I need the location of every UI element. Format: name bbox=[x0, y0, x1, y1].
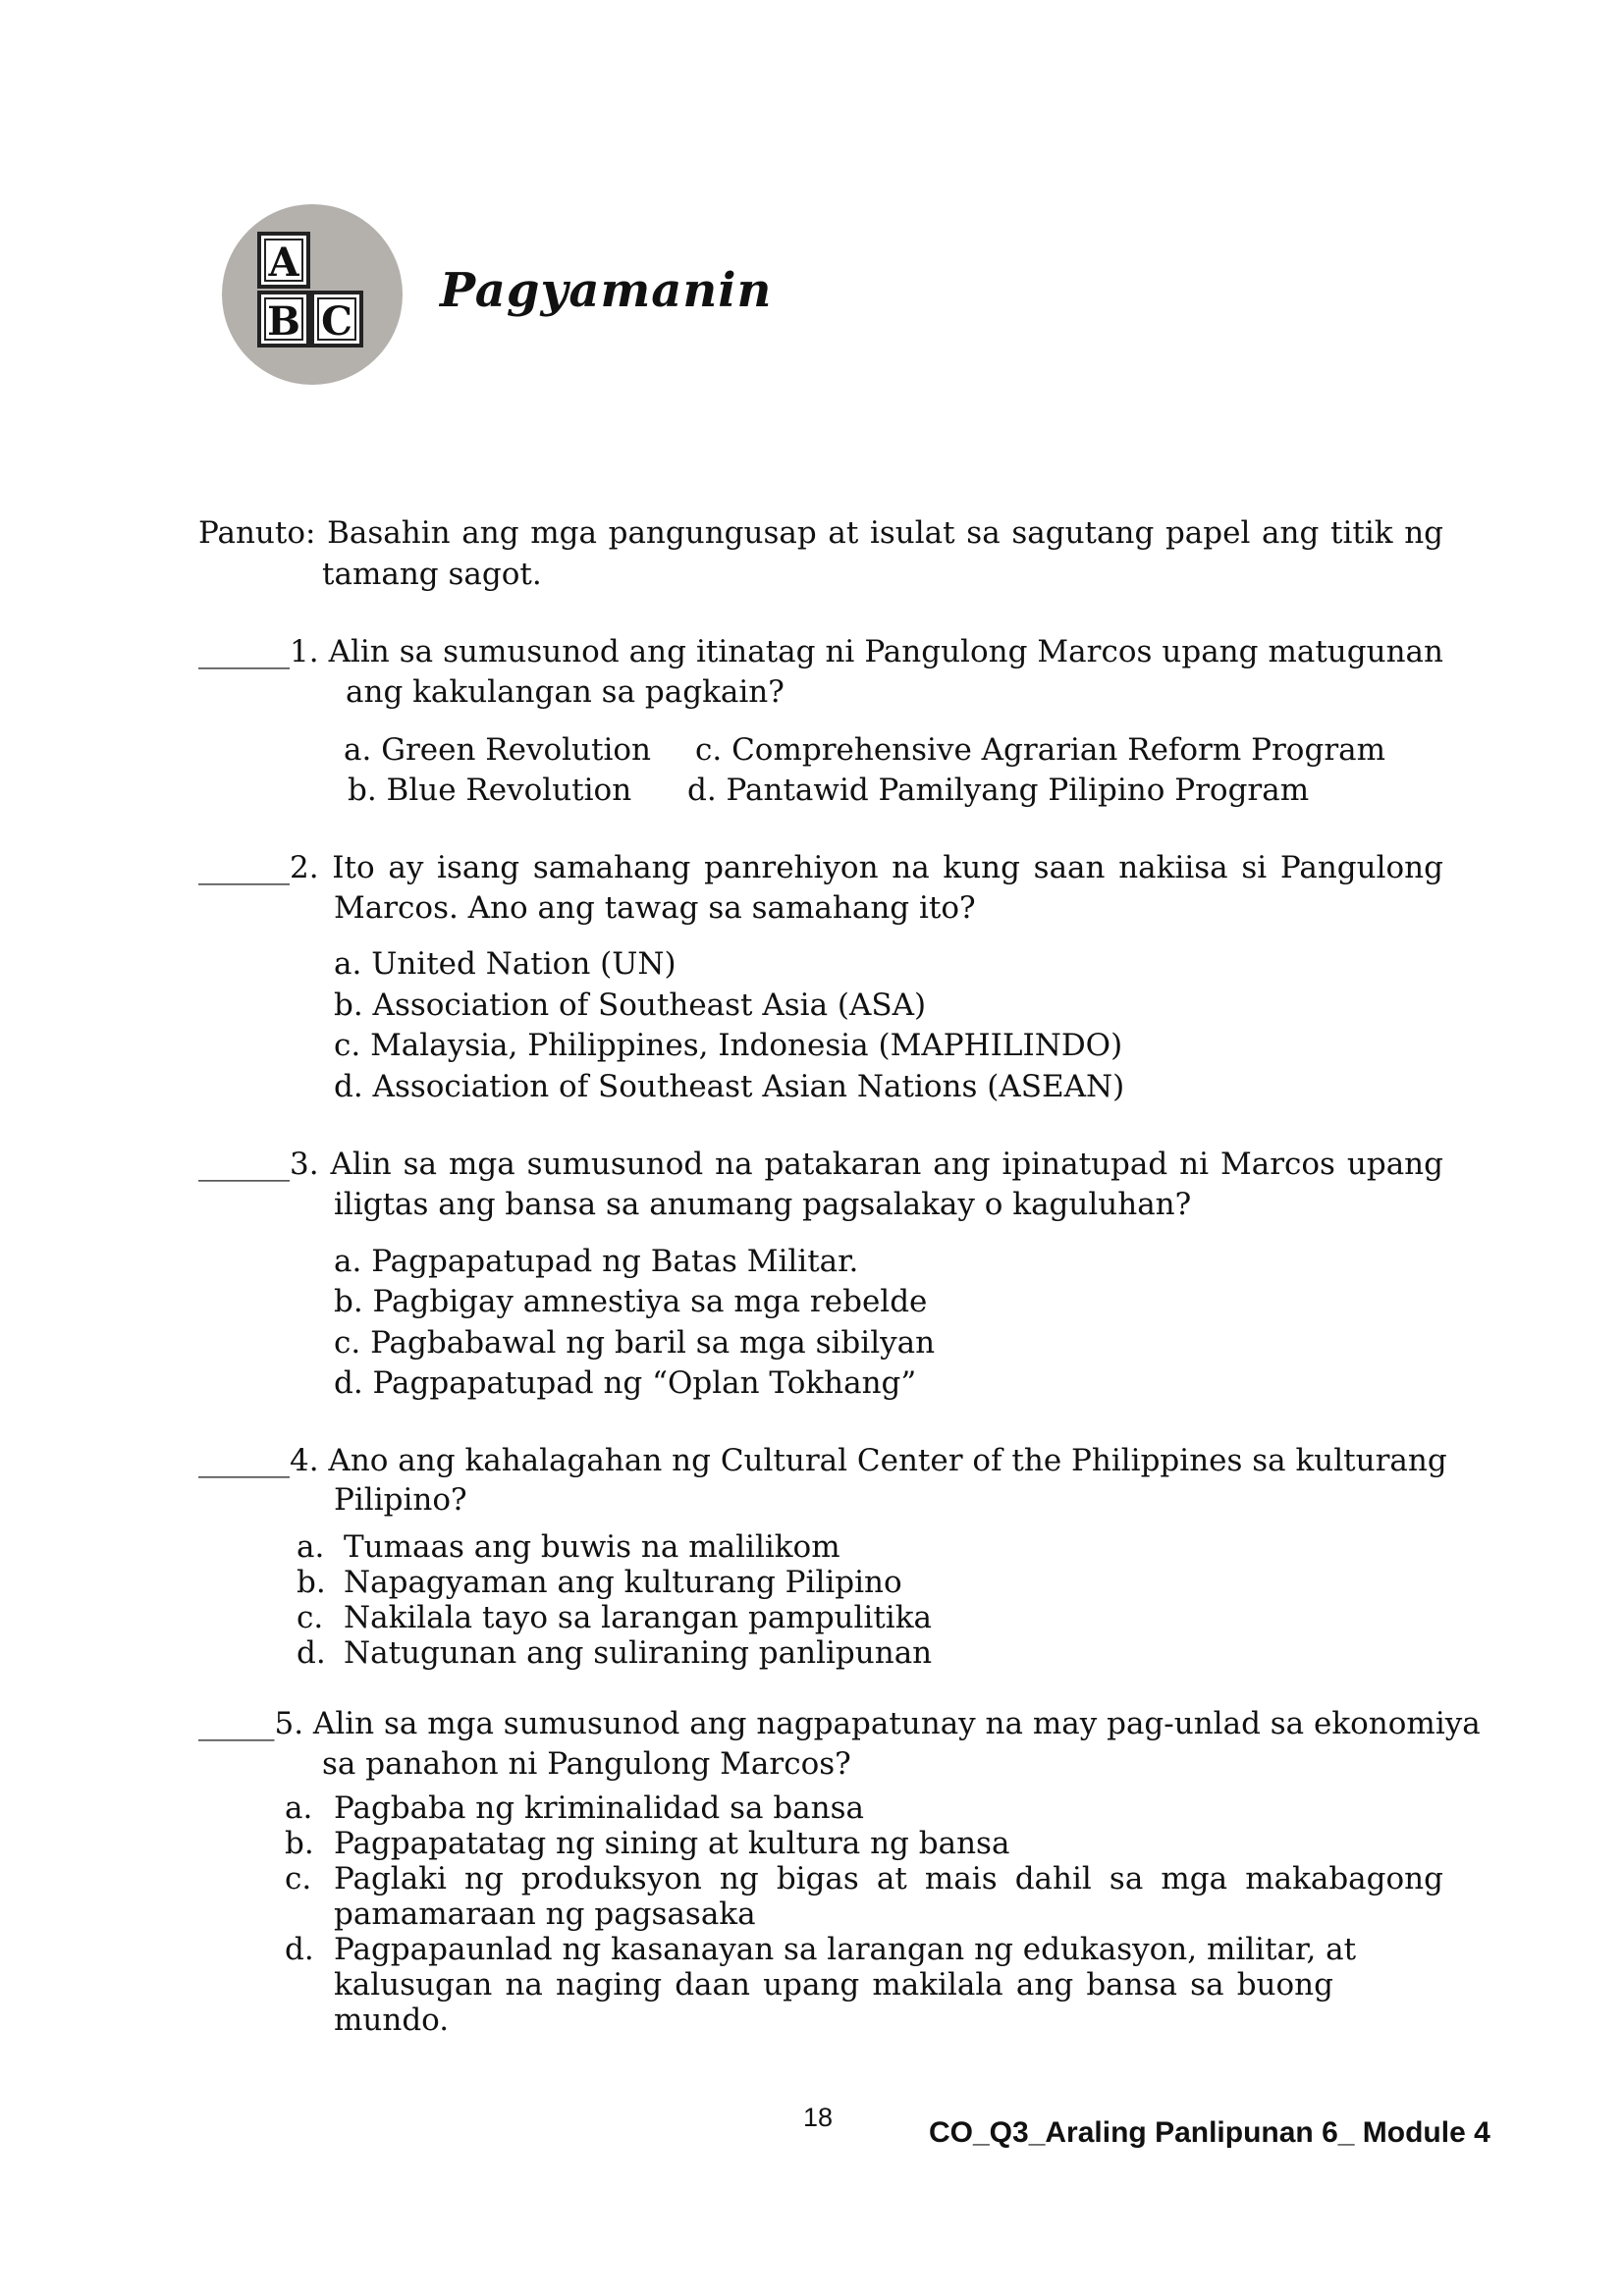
question-2-line-2: Marcos. Ano ang tawag sa samahang ito? bbox=[334, 890, 976, 926]
question-3-option-c: c. Pagbabawal ng baril sa mga sibilyan bbox=[334, 1325, 936, 1361]
question-2-option-a: a. United Nation (UN) bbox=[334, 946, 677, 982]
question-5-option-d-line-2: kalusugan na naging daan upang makilala ang bansa sa buong bbox=[334, 1967, 1333, 2002]
question-1-option-c: c. Comprehensive Agrarian Reform Program bbox=[695, 732, 1386, 768]
option-letter: c. bbox=[285, 1861, 312, 1896]
question-2-line-1: ______2. Ito ay isang samahang panrehiyon na kung saan nakiisa si Pangulong bbox=[198, 850, 1443, 885]
option-letter: a. bbox=[285, 1790, 313, 1826]
instructions-line-2: tamang sagot. bbox=[322, 557, 542, 592]
option-letter: d. bbox=[285, 1932, 314, 1967]
question-5-option-d-line-1: Pagpapaunlad ng kasanayan sa larangan ng edukasyon, militar, at bbox=[334, 1932, 1357, 1967]
logo-letter-c: C bbox=[321, 298, 352, 345]
question-4-line-1: ______4. Ano ang kahalagahan ng Cultural Center of the Philippines sa kulturang bbox=[198, 1443, 1447, 1478]
option-text: Pagbaba ng kriminalidad sa bansa bbox=[334, 1790, 865, 1826]
logo-letter-b: B bbox=[267, 298, 300, 345]
question-1-line-2: ang kakulangan sa pagkain? bbox=[346, 674, 785, 710]
question-5-line-1: _____5. Alin sa mga sumusunod ang nagpapatunay na may pag-unlad sa ekonomiya bbox=[198, 1706, 1481, 1741]
question-3-line-2: iligtas ang bansa sa anumang pagsalakay o kaguluhan? bbox=[334, 1187, 1192, 1222]
option-letter: b. bbox=[285, 1826, 314, 1861]
section-title: Pagyamanin bbox=[440, 263, 773, 318]
question-1-option-b: b. Blue Revolution bbox=[348, 773, 632, 808]
option-letter: b. bbox=[297, 1565, 326, 1600]
question-3-line-1: ______3. Alin sa mga sumusunod na patakaran ang ipinatupad ni Marcos upang bbox=[198, 1147, 1443, 1182]
option-text: Nakilala tayo sa larangan pampulitika bbox=[344, 1600, 932, 1635]
question-3-option-b: b. Pagbigay amnestiya sa mga rebelde bbox=[334, 1284, 928, 1319]
question-5-option-d-line-3: mundo. bbox=[334, 2002, 450, 2038]
block-b bbox=[259, 293, 308, 346]
option-letter: a. bbox=[297, 1529, 325, 1565]
option-letter: d. bbox=[297, 1635, 326, 1671]
question-5-option-c-line-1: Paglaki ng produksyon ng bigas at mais dahil sa mga makabagong bbox=[334, 1861, 1443, 1896]
block-c bbox=[312, 293, 361, 346]
question-3-option-d: d. Pagpapatupad ng “Oplan Tokhang” bbox=[334, 1365, 917, 1401]
question-1-line-1: ______1. Alin sa sumusunod ang itinatag ni Pangulong Marcos upang matugunan bbox=[198, 634, 1443, 669]
question-1-option-d: d. Pantawid Pamilyang Pilipino Program bbox=[687, 773, 1310, 808]
question-5-option-c-line-2: pamamaraan ng pagsasaka bbox=[334, 1896, 756, 1932]
question-4-line-2: Pilipino? bbox=[334, 1482, 467, 1518]
question-2-option-b: b. Association of Southeast Asia (ASA) bbox=[334, 988, 927, 1023]
option-text: Natugunan ang suliraning panlipunan bbox=[344, 1635, 933, 1671]
question-5-line-2: sa panahon ni Pangulong Marcos? bbox=[322, 1746, 851, 1782]
question-1-option-a: a. Green Revolution bbox=[344, 732, 652, 768]
option-text: Napagyaman ang kulturang Pilipino bbox=[344, 1565, 902, 1600]
block-a bbox=[259, 234, 308, 287]
option-text: Pagpapatatag ng sining at kultura ng bansa bbox=[334, 1826, 1010, 1861]
option-letter: c. bbox=[297, 1600, 324, 1635]
logo-letter-a: A bbox=[268, 240, 299, 286]
question-3-option-a: a. Pagpapatupad ng Batas Militar. bbox=[334, 1244, 859, 1279]
instructions-line-1: Panuto: Basahin ang mga pangungusap at isulat sa sagutang papel ang titik ng bbox=[198, 515, 1443, 551]
module-code: CO_Q3_Araling Panlipunan 6_ Module 4 bbox=[929, 2116, 1490, 2149]
abc-blocks-icon bbox=[222, 204, 403, 385]
question-2-option-c: c. Malaysia, Philippines, Indonesia (MAPHILINDO) bbox=[334, 1028, 1123, 1063]
page-number: 18 bbox=[803, 2103, 834, 2132]
question-2-option-d: d. Association of Southeast Asian Nations (ASEAN) bbox=[334, 1069, 1125, 1104]
option-text: Tumaas ang buwis na malilikom bbox=[344, 1529, 840, 1565]
